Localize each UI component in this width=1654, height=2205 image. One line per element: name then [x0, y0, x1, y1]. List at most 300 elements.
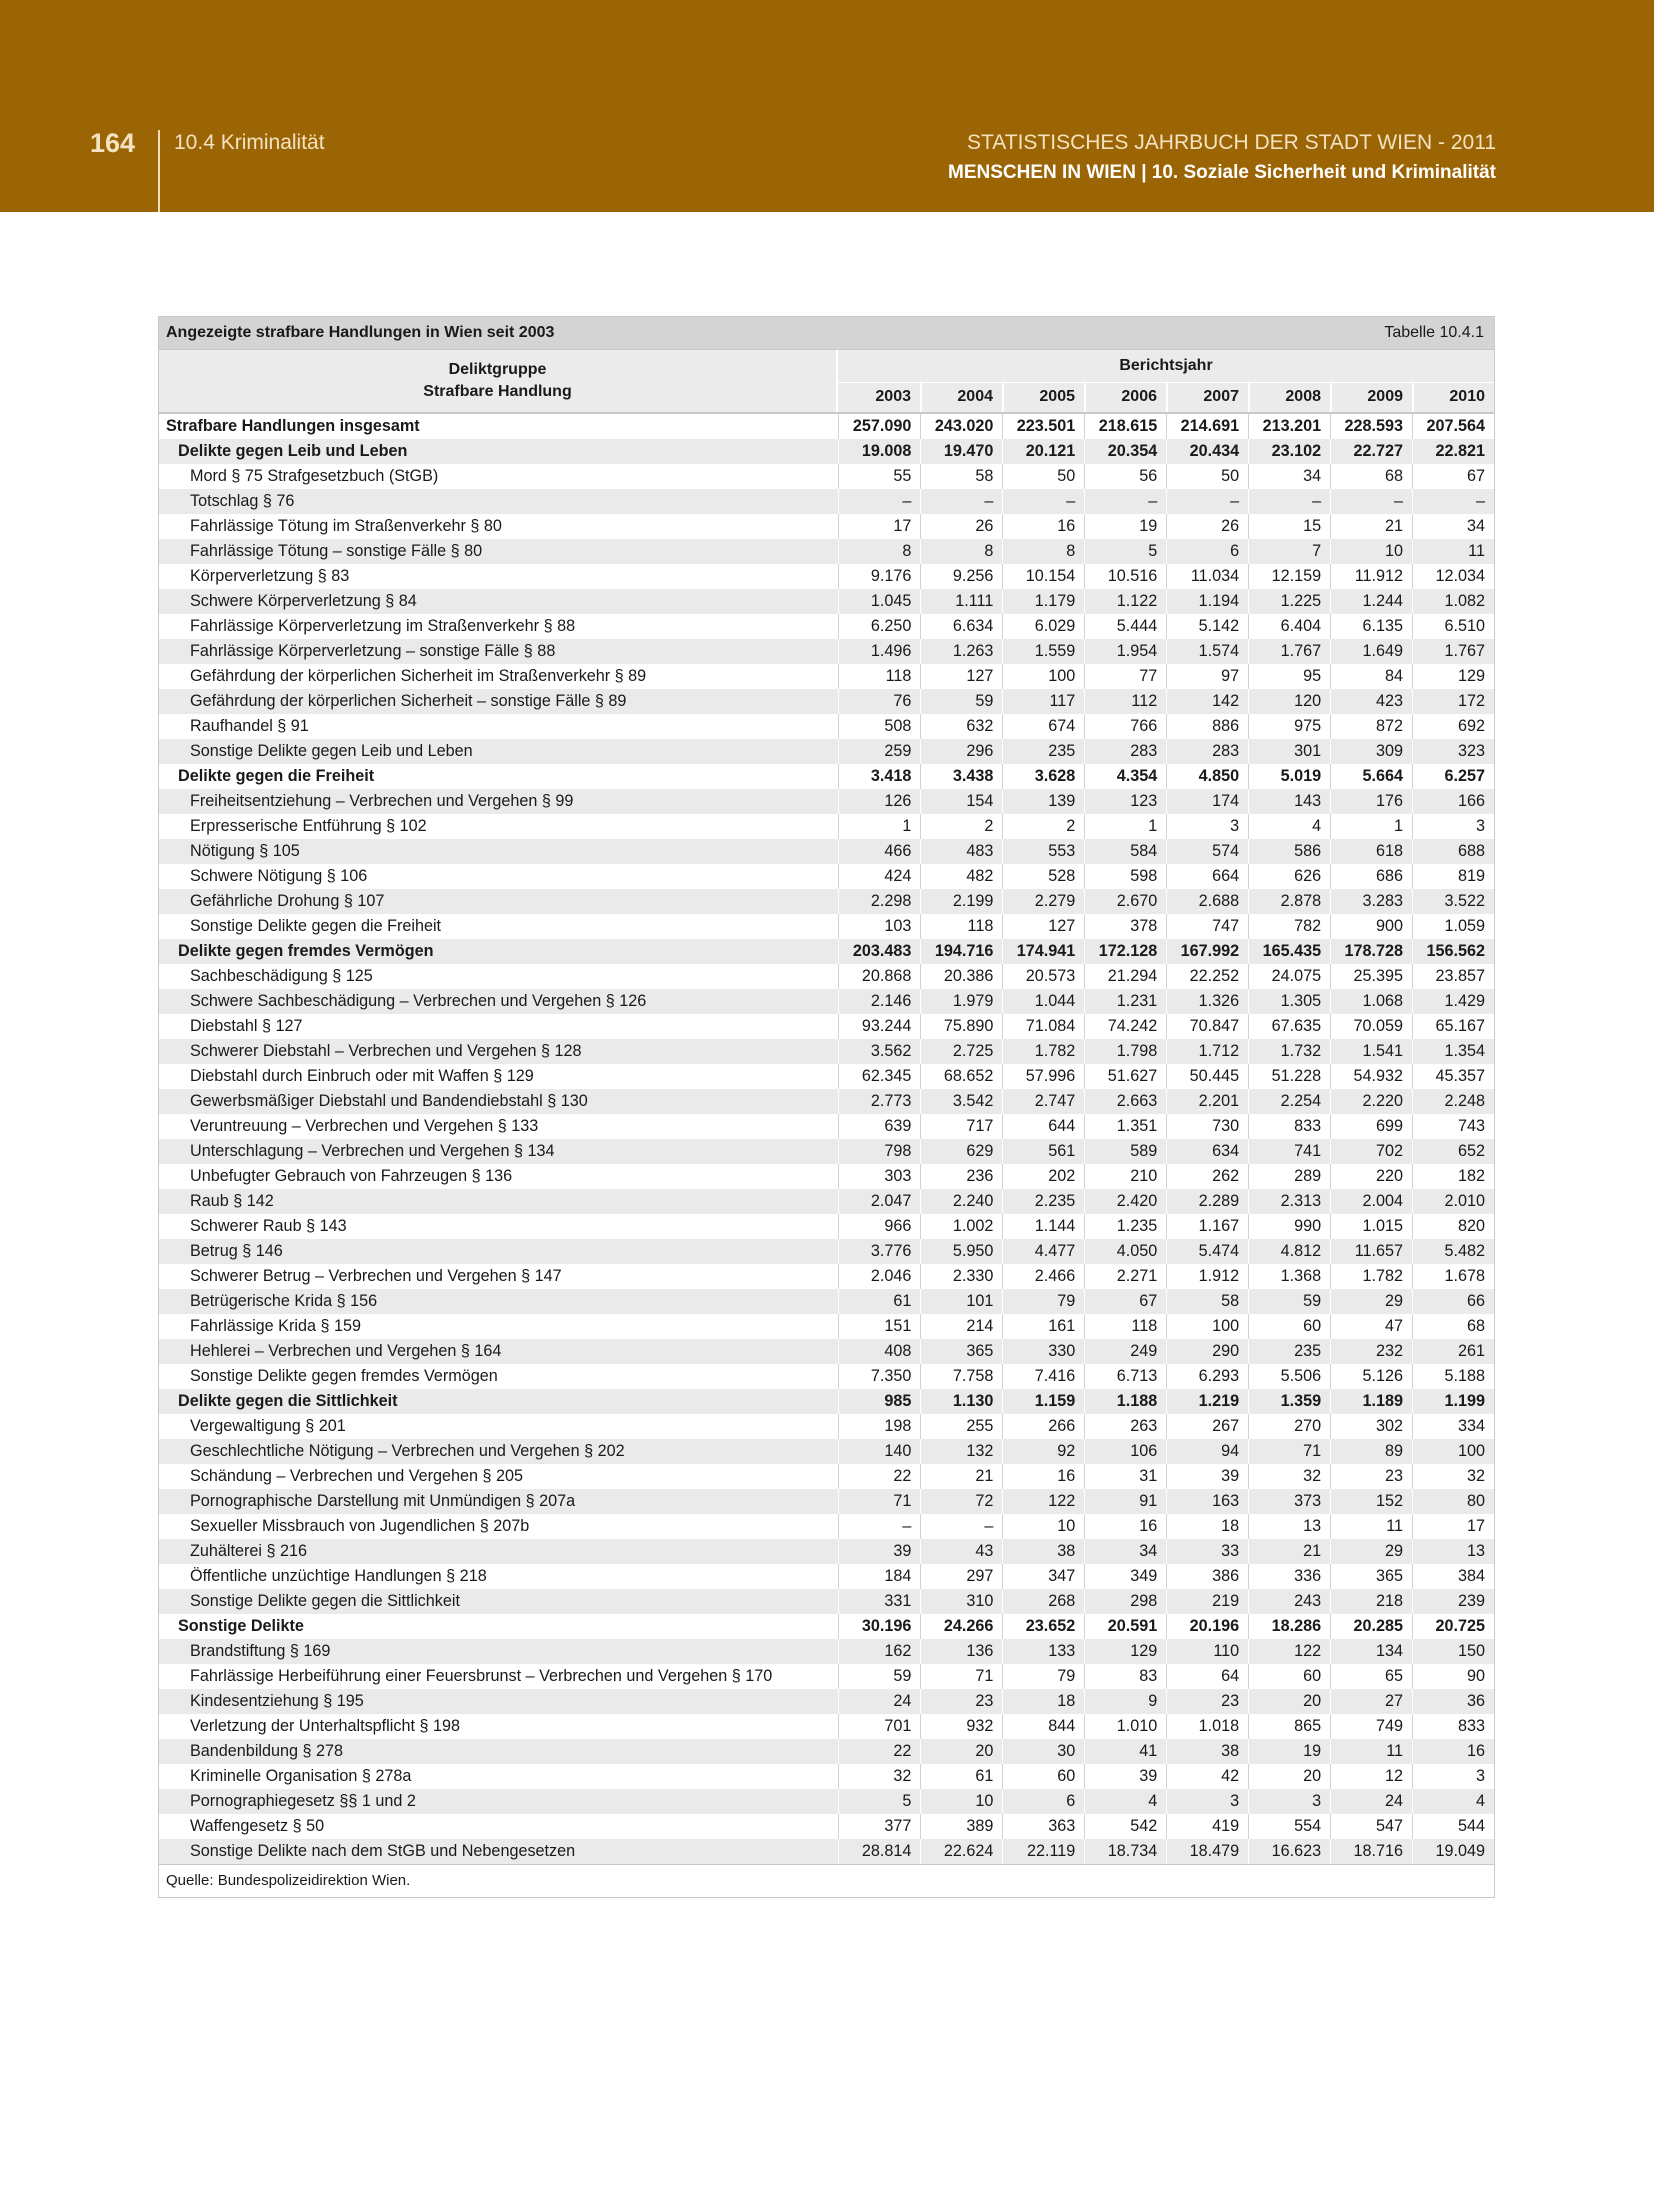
row-label: Fahrlässige Körperverletzung im Straßenverkehr § 88 — [190, 617, 576, 635]
cell-2007: 1.712 — [1166, 1039, 1248, 1064]
row-label: Schwerer Raub § 143 — [190, 1217, 347, 1235]
cell-2008: 165.435 — [1248, 939, 1330, 964]
cell-2004: 236 — [920, 1164, 1002, 1189]
cell-2004: 21 — [920, 1464, 1002, 1489]
cell-2006: 4.354 — [1084, 764, 1166, 789]
cell-2003: 1.496 — [838, 639, 920, 664]
cell-2010: 65.167 — [1412, 1014, 1494, 1039]
cell-2009: 22.727 — [1330, 439, 1412, 464]
cell-2008: 975 — [1248, 714, 1330, 739]
cell-2004: 255 — [920, 1414, 1002, 1439]
table-body — [159, 414, 1494, 1864]
cell-2006: 106 — [1084, 1439, 1166, 1464]
row-label: Verletzung der Unterhaltspflicht § 198 — [190, 1717, 460, 1735]
cell-2007: 3 — [1166, 814, 1248, 839]
cell-2010: 66 — [1412, 1289, 1494, 1314]
table-row — [159, 1314, 1494, 1339]
cell-2008: 13 — [1248, 1514, 1330, 1539]
cell-2006: 91 — [1084, 1489, 1166, 1514]
cell-2004: 59 — [920, 689, 1002, 714]
cell-2008: 32 — [1248, 1464, 1330, 1489]
cell-2004: 7.758 — [920, 1364, 1002, 1389]
cell-2007: 267 — [1166, 1414, 1248, 1439]
cell-2009: 749 — [1330, 1714, 1412, 1739]
cell-2010: 833 — [1412, 1714, 1494, 1739]
cell-2009: 134 — [1330, 1639, 1412, 1664]
cell-2006: 1 — [1084, 814, 1166, 839]
cell-2005: 174.941 — [1002, 939, 1084, 964]
cell-2005: 363 — [1002, 1814, 1084, 1839]
cell-2004: 9.256 — [920, 564, 1002, 589]
cell-2006: 542 — [1084, 1814, 1166, 1839]
cell-2004: 58 — [920, 464, 1002, 489]
row-label: Gefährliche Drohung § 107 — [190, 892, 385, 910]
cell-2006: 39 — [1084, 1764, 1166, 1789]
cell-2006: 31 — [1084, 1464, 1166, 1489]
cell-2003: 30.196 — [838, 1614, 920, 1639]
table-row — [159, 1789, 1494, 1814]
cell-2007: 70.847 — [1166, 1014, 1248, 1039]
table-row — [159, 1589, 1494, 1614]
cell-2007: 5.474 — [1166, 1239, 1248, 1264]
cell-2003: 798 — [838, 1139, 920, 1164]
cell-2010: 11 — [1412, 539, 1494, 564]
row-label: Sonstige Delikte gegen fremdes Vermögen — [190, 1367, 498, 1385]
cell-2009: 423 — [1330, 689, 1412, 714]
cell-2009: 872 — [1330, 714, 1412, 739]
cell-2010: 261 — [1412, 1339, 1494, 1364]
yearbook-title: STATISTISCHES JAHRBUCH DER STADT WIEN - 2011 — [967, 131, 1496, 154]
cell-2006: 16 — [1084, 1514, 1166, 1539]
cell-2004: 2 — [920, 814, 1002, 839]
cell-2010: 544 — [1412, 1814, 1494, 1839]
cell-2010: 34 — [1412, 514, 1494, 539]
row-label: Fahrlässige Tötung – sonstige Fälle § 80 — [190, 542, 483, 560]
cell-2010: – — [1412, 489, 1494, 514]
cell-2005: 161 — [1002, 1314, 1084, 1339]
row-label: Öffentliche unzüchtige Handlungen § 218 — [190, 1567, 487, 1585]
cell-2007: 64 — [1166, 1664, 1248, 1689]
cell-2004: 2.199 — [920, 889, 1002, 914]
cell-2009: 3.283 — [1330, 889, 1412, 914]
cell-2004: 1.002 — [920, 1214, 1002, 1239]
cell-2008: – — [1248, 489, 1330, 514]
cell-2006: 20.354 — [1084, 439, 1166, 464]
cell-2007: 1.912 — [1166, 1264, 1248, 1289]
cell-2008: 301 — [1248, 739, 1330, 764]
cell-2004: 1.979 — [920, 989, 1002, 1014]
cell-2008: 373 — [1248, 1489, 1330, 1514]
cell-2010: 384 — [1412, 1564, 1494, 1589]
cell-2003: 71 — [838, 1489, 920, 1514]
cell-2003: 2.046 — [838, 1264, 920, 1289]
cell-2005: 10 — [1002, 1514, 1084, 1539]
cell-2009: 1.649 — [1330, 639, 1412, 664]
cell-2008: 2.878 — [1248, 889, 1330, 914]
table-row — [159, 1564, 1494, 1589]
cell-2008: 143 — [1248, 789, 1330, 814]
row-label: Diebstahl § 127 — [190, 1017, 303, 1035]
cell-2008: 4.812 — [1248, 1239, 1330, 1264]
year-header-2004: 2004 — [920, 383, 1002, 412]
cell-2009: 29 — [1330, 1539, 1412, 1564]
cell-2006: 6.713 — [1084, 1364, 1166, 1389]
cell-2004: 5.950 — [920, 1239, 1002, 1264]
table-row — [159, 839, 1494, 864]
cell-2003: 3.562 — [838, 1039, 920, 1064]
cell-2010: 6.257 — [1412, 764, 1494, 789]
year-header-row — [838, 383, 1494, 412]
cell-2006: 584 — [1084, 839, 1166, 864]
row-label: Pornographische Darstellung mit Unmündigen § 207a — [190, 1492, 576, 1510]
table-row — [159, 889, 1494, 914]
cell-2005: 20.121 — [1002, 439, 1084, 464]
cell-2003: 17 — [838, 514, 920, 539]
year-header-2010: 2010 — [1412, 383, 1494, 412]
cell-2007: 574 — [1166, 839, 1248, 864]
table-caption — [159, 317, 1494, 349]
row-label: Strafbare Handlungen insgesamt — [166, 417, 420, 435]
cell-2007: 97 — [1166, 664, 1248, 689]
table-row — [159, 1364, 1494, 1389]
cell-2010: 1.429 — [1412, 989, 1494, 1014]
cell-2008: 7 — [1248, 539, 1330, 564]
cell-2008: 67.635 — [1248, 1014, 1330, 1039]
cell-2009: 1.541 — [1330, 1039, 1412, 1064]
table-row — [159, 639, 1494, 664]
cell-2007: 110 — [1166, 1639, 1248, 1664]
cell-2005: 2.747 — [1002, 1089, 1084, 1114]
cell-2004: 154 — [920, 789, 1002, 814]
cell-2009: 900 — [1330, 914, 1412, 939]
cell-2003: 2.146 — [838, 989, 920, 1014]
cell-2009: 70.059 — [1330, 1014, 1412, 1039]
cell-2008: 60 — [1248, 1664, 1330, 1689]
cell-2006: 74.242 — [1084, 1014, 1166, 1039]
cell-2010: 652 — [1412, 1139, 1494, 1164]
cell-2008: 213.201 — [1248, 414, 1330, 439]
cell-2004: 2.725 — [920, 1039, 1002, 1064]
table-row — [159, 764, 1494, 789]
cell-2006: 18.734 — [1084, 1839, 1166, 1864]
cell-2009: 84 — [1330, 664, 1412, 689]
cell-2004: 2.240 — [920, 1189, 1002, 1214]
cell-2007: 11.034 — [1166, 564, 1248, 589]
cell-2010: 239 — [1412, 1589, 1494, 1614]
cell-2008: 24.075 — [1248, 964, 1330, 989]
cell-2004: 132 — [920, 1439, 1002, 1464]
cell-2003: 162 — [838, 1639, 920, 1664]
cell-2010: 207.564 — [1412, 414, 1494, 439]
cell-2009: 1.244 — [1330, 589, 1412, 614]
cell-2008: 865 — [1248, 1714, 1330, 1739]
cell-2008: 51.228 — [1248, 1064, 1330, 1089]
cell-2010: 17 — [1412, 1514, 1494, 1539]
table-row — [159, 1439, 1494, 1464]
cell-2004: 26 — [920, 514, 1002, 539]
table-row — [159, 689, 1494, 714]
cell-2010: 172 — [1412, 689, 1494, 714]
cell-2003: 103 — [838, 914, 920, 939]
table-row — [159, 1714, 1494, 1739]
table-row — [159, 1064, 1494, 1089]
cell-2007: 4.850 — [1166, 764, 1248, 789]
cell-2007: 6 — [1166, 539, 1248, 564]
cell-2005: 223.501 — [1002, 414, 1084, 439]
cell-2010: 36 — [1412, 1689, 1494, 1714]
cell-2009: 1.782 — [1330, 1264, 1412, 1289]
cell-2003: 331 — [838, 1589, 920, 1614]
cell-2009: 20.285 — [1330, 1614, 1412, 1639]
cell-2003: 39 — [838, 1539, 920, 1564]
cell-2009: 10 — [1330, 539, 1412, 564]
table-row — [159, 589, 1494, 614]
cell-2005: 347 — [1002, 1564, 1084, 1589]
table-row — [159, 1114, 1494, 1139]
cell-2004: 296 — [920, 739, 1002, 764]
cell-2004: 127 — [920, 664, 1002, 689]
cell-2008: 21 — [1248, 1539, 1330, 1564]
cell-2010: 688 — [1412, 839, 1494, 864]
cell-2007: 214.691 — [1166, 414, 1248, 439]
table-row — [159, 1764, 1494, 1789]
cell-2005: 528 — [1002, 864, 1084, 889]
cell-2009: – — [1330, 489, 1412, 514]
cell-2003: 377 — [838, 1814, 920, 1839]
row-label: Mord § 75 Strafgesetzbuch (StGB) — [190, 467, 439, 485]
cell-2006: 263 — [1084, 1414, 1166, 1439]
header-years — [836, 350, 1494, 412]
table-row — [159, 1539, 1494, 1564]
cell-2007: 290 — [1166, 1339, 1248, 1364]
cell-2009: 89 — [1330, 1439, 1412, 1464]
cell-2006: 172.128 — [1084, 939, 1166, 964]
cell-2010: 3.522 — [1412, 889, 1494, 914]
cell-2005: – — [1002, 489, 1084, 514]
row-label: Schwere Körperverletzung § 84 — [190, 592, 417, 610]
cell-2003: 61 — [838, 1289, 920, 1314]
cell-2004: 297 — [920, 1564, 1002, 1589]
cell-2008: 1.225 — [1248, 589, 1330, 614]
cell-2003: 466 — [838, 839, 920, 864]
table-row — [159, 1239, 1494, 1264]
cell-2010: 4 — [1412, 1789, 1494, 1814]
cell-2009: 6.135 — [1330, 614, 1412, 639]
cell-2006: 83 — [1084, 1664, 1166, 1689]
cell-2009: 365 — [1330, 1564, 1412, 1589]
header-item: Strafbare Handlung — [423, 383, 572, 400]
cell-2010: 13 — [1412, 1539, 1494, 1564]
cell-2010: 80 — [1412, 1489, 1494, 1514]
row-label: Schwere Sachbeschädigung – Verbrechen und Vergehen § 126 — [190, 992, 647, 1010]
row-label: Gefährdung der körperlichen Sicherheit – sonstige Fälle § 89 — [190, 692, 627, 710]
cell-2004: 483 — [920, 839, 1002, 864]
cell-2010: 2.248 — [1412, 1089, 1494, 1114]
table-row — [159, 1689, 1494, 1714]
cell-2005: 2.279 — [1002, 889, 1084, 914]
cell-2005: 2.235 — [1002, 1189, 1084, 1214]
cell-2010: 12.034 — [1412, 564, 1494, 589]
cell-2003: 59 — [838, 1664, 920, 1689]
cell-2007: 262 — [1166, 1164, 1248, 1189]
cell-2008: 1.767 — [1248, 639, 1330, 664]
row-label: Zuhälterei § 216 — [190, 1542, 307, 1560]
cell-2010: 334 — [1412, 1414, 1494, 1439]
cell-2005: 7.416 — [1002, 1364, 1084, 1389]
table-row — [159, 939, 1494, 964]
table-row — [159, 539, 1494, 564]
table-row — [159, 964, 1494, 989]
cell-2007: 1.219 — [1166, 1389, 1248, 1414]
cell-2009: 702 — [1330, 1139, 1412, 1164]
cell-2005: 57.996 — [1002, 1064, 1084, 1089]
cell-2004: 389 — [920, 1814, 1002, 1839]
cell-2008: 120 — [1248, 689, 1330, 714]
row-label: Unbefugter Gebrauch von Fahrzeugen § 136 — [190, 1167, 513, 1185]
row-label: Sachbeschädigung § 125 — [190, 967, 373, 985]
cell-2006: 21.294 — [1084, 964, 1166, 989]
cell-2009: 228.593 — [1330, 414, 1412, 439]
cell-2005: 23.652 — [1002, 1614, 1084, 1639]
cell-2008: 1.305 — [1248, 989, 1330, 1014]
cell-2003: 701 — [838, 1714, 920, 1739]
cell-2009: 686 — [1330, 864, 1412, 889]
cell-2004: 20 — [920, 1739, 1002, 1764]
cell-2006: 34 — [1084, 1539, 1166, 1564]
cell-2010: 22.821 — [1412, 439, 1494, 464]
cell-2009: 18.716 — [1330, 1839, 1412, 1864]
cell-2005: 71.084 — [1002, 1014, 1084, 1039]
row-label: Brandstiftung § 169 — [190, 1642, 331, 1660]
cell-2010: 1.354 — [1412, 1039, 1494, 1064]
cell-2006: 2.420 — [1084, 1189, 1166, 1214]
cell-2005: 202 — [1002, 1164, 1084, 1189]
row-label: Nötigung § 105 — [190, 842, 300, 860]
cell-2009: 68 — [1330, 464, 1412, 489]
cell-2010: 150 — [1412, 1639, 1494, 1664]
cell-2004: 118 — [920, 914, 1002, 939]
table-row — [159, 1389, 1494, 1414]
row-label: Sexueller Missbrauch von Jugendlichen § 207b — [190, 1517, 530, 1535]
row-label: Geschlechtliche Nötigung – Verbrechen und Vergehen § 202 — [190, 1442, 625, 1460]
cell-2010: 90 — [1412, 1664, 1494, 1689]
table-row — [159, 1839, 1494, 1864]
cell-2005: 38 — [1002, 1539, 1084, 1564]
cell-2004: 1.130 — [920, 1389, 1002, 1414]
cell-2003: 257.090 — [838, 414, 920, 439]
cell-2009: 12 — [1330, 1764, 1412, 1789]
cell-2009: 24 — [1330, 1789, 1412, 1814]
cell-2005: 139 — [1002, 789, 1084, 814]
cell-2007: 167.992 — [1166, 939, 1248, 964]
cell-2004: 71 — [920, 1664, 1002, 1689]
row-label: Kriminelle Organisation § 278a — [190, 1767, 412, 1785]
cell-2007: – — [1166, 489, 1248, 514]
cell-2003: 3.776 — [838, 1239, 920, 1264]
cell-2008: 626 — [1248, 864, 1330, 889]
cell-2006: 4 — [1084, 1789, 1166, 1814]
cell-2010: 19.049 — [1412, 1839, 1494, 1864]
cell-2005: 644 — [1002, 1114, 1084, 1139]
row-label: Hehlerei – Verbrechen und Vergehen § 164 — [190, 1342, 502, 1360]
cell-2008: 59 — [1248, 1289, 1330, 1314]
cell-2008: 6.404 — [1248, 614, 1330, 639]
cell-2005: 1.179 — [1002, 589, 1084, 614]
cell-2009: 5.664 — [1330, 764, 1412, 789]
cell-2005: 18 — [1002, 1689, 1084, 1714]
cell-2006: 41 — [1084, 1739, 1166, 1764]
cell-2004: 932 — [920, 1714, 1002, 1739]
table-row — [159, 1189, 1494, 1214]
cell-2003: 8 — [838, 539, 920, 564]
cell-2009: 27 — [1330, 1689, 1412, 1714]
cell-2009: 5.126 — [1330, 1364, 1412, 1389]
table-row — [159, 814, 1494, 839]
cell-2005: 6.029 — [1002, 614, 1084, 639]
cell-2009: 220 — [1330, 1164, 1412, 1189]
cell-2009: 54.932 — [1330, 1064, 1412, 1089]
row-label: Delikte gegen die Sittlichkeit — [178, 1392, 398, 1410]
cell-2006: 129 — [1084, 1639, 1166, 1664]
cell-2004: 482 — [920, 864, 1002, 889]
row-label: Fahrlässige Krida § 159 — [190, 1317, 361, 1335]
cell-2008: 4 — [1248, 814, 1330, 839]
cell-2009: 11 — [1330, 1514, 1412, 1539]
cell-2007: 2.289 — [1166, 1189, 1248, 1214]
cell-2008: 289 — [1248, 1164, 1330, 1189]
cell-2005: 127 — [1002, 914, 1084, 939]
table-row — [159, 1214, 1494, 1239]
cell-2008: 270 — [1248, 1414, 1330, 1439]
cell-2005: 16 — [1002, 1464, 1084, 1489]
cell-2010: 182 — [1412, 1164, 1494, 1189]
cell-2005: 117 — [1002, 689, 1084, 714]
table-row — [159, 1039, 1494, 1064]
cell-2006: 5 — [1084, 539, 1166, 564]
table-row — [159, 439, 1494, 464]
year-header-2009: 2009 — [1330, 383, 1412, 412]
table-row — [159, 864, 1494, 889]
cell-2010: 100 — [1412, 1439, 1494, 1464]
cell-2007: 2.688 — [1166, 889, 1248, 914]
row-label: Delikte gegen fremdes Vermögen — [178, 942, 434, 960]
cell-2005: 235 — [1002, 739, 1084, 764]
row-label: Betrügerische Krida § 156 — [190, 1292, 378, 1310]
cell-2010: 68 — [1412, 1314, 1494, 1339]
row-label: Schwerer Diebstahl – Verbrechen und Vergehen § 128 — [190, 1042, 582, 1060]
statistics-table — [158, 316, 1495, 1898]
cell-2005: 8 — [1002, 539, 1084, 564]
table-row — [159, 1489, 1494, 1514]
cell-2005: 1.782 — [1002, 1039, 1084, 1064]
cell-2003: 184 — [838, 1564, 920, 1589]
table-row — [159, 739, 1494, 764]
table-row — [159, 1664, 1494, 1689]
cell-2005: 268 — [1002, 1589, 1084, 1614]
row-label: Schwere Nötigung § 106 — [190, 867, 368, 885]
cell-2004: 2.330 — [920, 1264, 1002, 1289]
table-row — [159, 414, 1494, 439]
cell-2007: 730 — [1166, 1114, 1248, 1139]
cell-2003: 3.418 — [838, 764, 920, 789]
cell-2009: 218 — [1330, 1589, 1412, 1614]
table-row — [159, 1614, 1494, 1639]
table-row — [159, 789, 1494, 814]
row-label: Körperverletzung § 83 — [190, 567, 350, 585]
cell-2004: 19.470 — [920, 439, 1002, 464]
cell-2008: 18.286 — [1248, 1614, 1330, 1639]
cell-2006: 283 — [1084, 739, 1166, 764]
